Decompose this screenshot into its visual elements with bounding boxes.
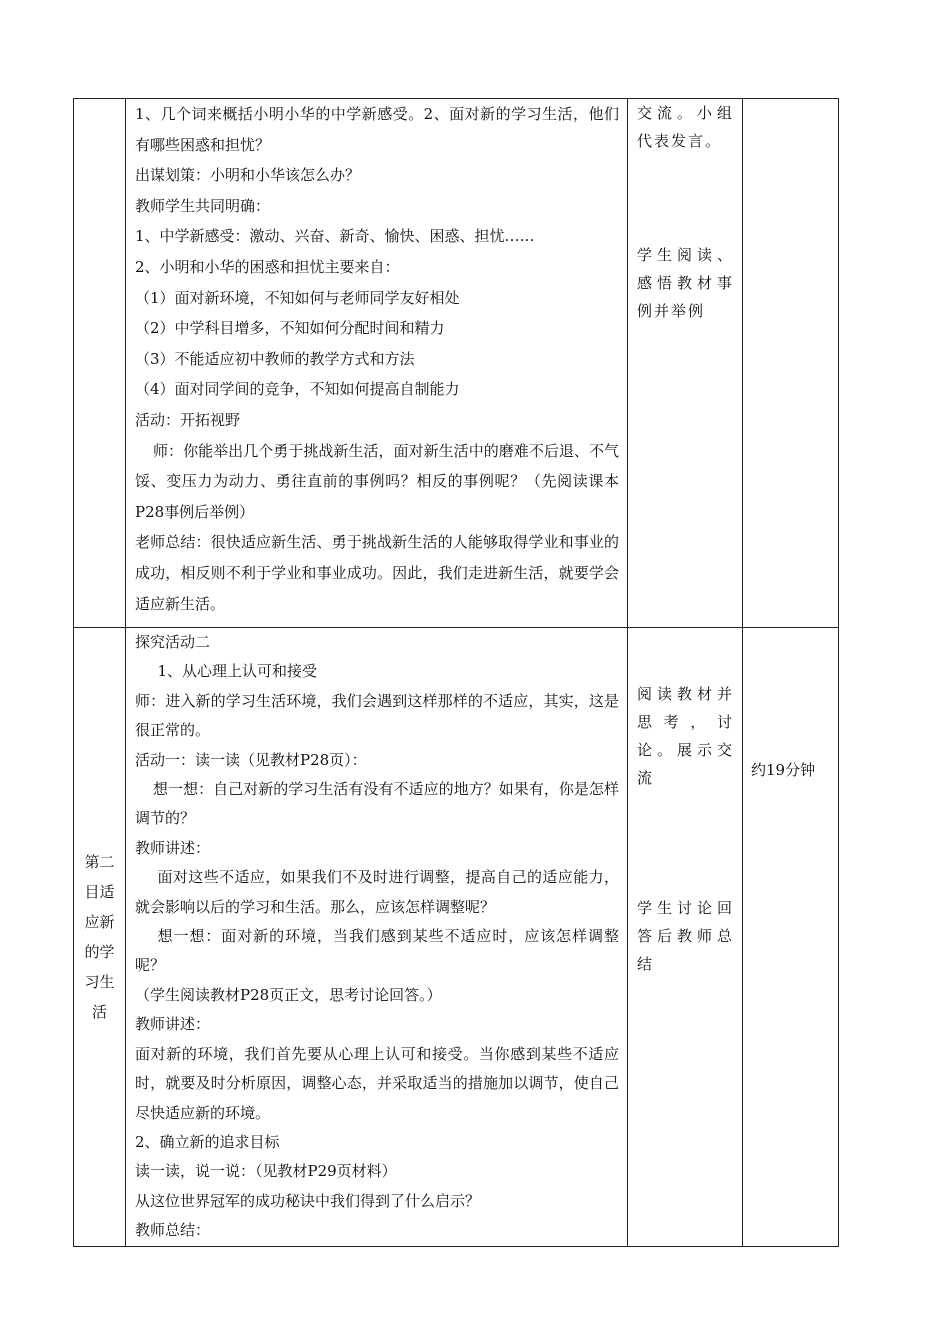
content-line: （2）中学科目增多，不知如何分配时间和精力 xyxy=(135,319,445,338)
time-text: 约19分钟 xyxy=(751,761,816,779)
time-cell xyxy=(743,628,839,1247)
table-row xyxy=(74,628,839,1247)
section-cell xyxy=(74,628,126,1247)
content-line: 探究活动二 xyxy=(135,633,211,651)
content-line: 教师讲述： xyxy=(135,838,211,857)
content-line: 读一读，说一说：（见教材P29页材料） xyxy=(135,1162,397,1181)
time-text xyxy=(743,99,838,227)
content-line: 2、小明和小华的困惑和担忧主要来自： xyxy=(135,257,400,276)
lesson-plan-table xyxy=(73,98,839,1247)
content-line: 1、从心理上认可和接受 xyxy=(157,662,318,681)
content-line: 教师总结： xyxy=(135,1221,211,1240)
activity-cell xyxy=(628,99,743,628)
activity-text: 学生阅读、感悟教材事例并举例 xyxy=(637,246,734,320)
content-line: 老师总结：很快适应新生活、勇于挑战新生活的人能够取得学业和事业的成功，相反则不利于学业和事业成功。因此，我们走进新生活，就要学会适应新生活。 xyxy=(135,533,619,613)
content-line: 教师学生共同明确： xyxy=(135,196,271,215)
content-line: 出谋划策：小明和小华该怎么办？ xyxy=(135,166,361,185)
activity-cell xyxy=(628,628,743,1247)
content-line: （1）面对新环境，不知如何与老师同学友好相处 xyxy=(135,288,460,307)
activity-text: 交流。小组代表发言。 xyxy=(637,104,734,150)
content-line: （4）面对同学间的竞争，不知如何提高自制能力 xyxy=(135,380,460,399)
content-cell xyxy=(126,99,628,628)
content-line: 想一想：面对新的环境，当我们感到某些不适应时，应该怎样调整呢？ xyxy=(135,927,619,975)
content-line: 活动一：读一读（见教材P28页）： xyxy=(135,750,367,769)
content-line: 1、几个词来概括小明小华的中学新感受。2、面对新的学习生活，他们有哪些困惑和担忧？ xyxy=(135,105,619,154)
activity-text: 阅读教材并思考，讨论。展示交流 xyxy=(637,685,734,787)
content-line: 教师讲述： xyxy=(135,1015,211,1034)
content-cell xyxy=(126,628,628,1247)
content-line: （学生阅读教材P28页正文，思考讨论回答。） xyxy=(135,985,442,1004)
content-line: 面对这些不适应，如果我们不及时进行调整，提高自己的适应能力，就会影响以后的学习和生活。那么，应该怎样调整呢？ xyxy=(135,868,619,916)
content-line: 想一想：自己对新的学习生活有没有不适应的地方？如果有，你是怎样调节的？ xyxy=(135,780,619,828)
table-row xyxy=(74,99,839,628)
activity-text: 学生讨论回答后教师总结 xyxy=(637,899,734,973)
content-line: 师：你能举出几个勇于挑战新生活，面对新生活中的磨难不后退、不气馁、变压力为动力、勇往直前的事例吗？相反的事例呢？（先阅读课本P28事例后举例） xyxy=(135,441,619,521)
time-cell xyxy=(743,99,839,628)
content-line: 2、确立新的追求目标 xyxy=(135,1132,280,1151)
content-line: 从这位世界冠军的成功秘诀中我们得到了什么启示？ xyxy=(135,1191,481,1210)
content-line: 面对新的环境，我们首先要从心理上认可和接受。当你感到某些不适应时，就要及时分析原因，调整心态，并采取适当的措施加以调节，使自己尽快适应新的环境。 xyxy=(135,1044,619,1122)
section-cell xyxy=(74,99,126,628)
content-line: 师：进入新的学习生活环境，我们会遇到这样那样的不适应，其实，这是很正常的。 xyxy=(135,691,619,740)
content-line: 1、中学新感受：激动、兴奋、新奇、愉快、困惑、担忧…… xyxy=(135,227,535,246)
content-line: 活动：开拓视野 xyxy=(135,410,241,429)
section-title: 第二目适应新的学习生活 xyxy=(84,852,115,1021)
content-line: （3）不能适应初中教师的教学方式和方法 xyxy=(135,349,415,368)
